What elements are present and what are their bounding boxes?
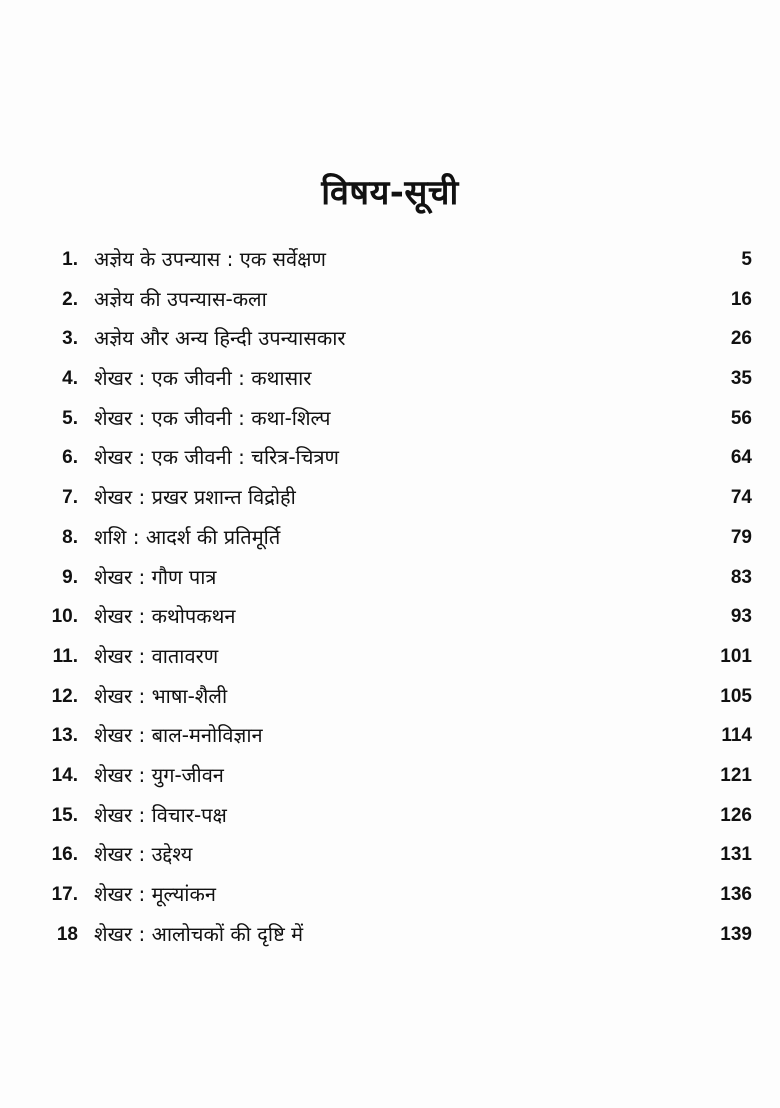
entry-page-number: 105 xyxy=(720,685,752,707)
toc-entry-9 xyxy=(40,558,752,598)
entry-number: 7. xyxy=(62,487,78,509)
entry-page-number: 136 xyxy=(720,884,752,905)
entry-title: शेखर : मूल्यांकन xyxy=(94,882,216,906)
entry-page-number: 16 xyxy=(730,288,752,310)
toc-entry-13 xyxy=(40,716,752,756)
entry-number: 2. xyxy=(62,288,78,310)
entry-number: 10. xyxy=(51,606,78,628)
toc-entry-12 xyxy=(40,677,752,717)
entry-page-number: 56 xyxy=(730,407,752,429)
entry-number: 11. xyxy=(52,645,78,667)
toc-entry-6 xyxy=(40,438,752,478)
toc-entry-1 xyxy=(40,240,752,280)
entry-number: 15. xyxy=(51,804,78,826)
entry-page-number: 35 xyxy=(730,368,752,390)
toc-entry-8 xyxy=(40,518,752,558)
toc-entry-15 xyxy=(40,796,752,836)
toc-entry-16 xyxy=(40,835,752,875)
entry-page-number: 139 xyxy=(720,923,752,945)
entry-number: 16. xyxy=(51,844,78,866)
entry-title: शेखर : उद्देश्य xyxy=(94,842,193,867)
toc-entry-18 xyxy=(40,915,752,955)
entry-number: 3. xyxy=(62,328,78,350)
entry-title: शेखर : कथोपकथन xyxy=(94,604,236,629)
entry-title: अज्ञेय और अन्य हिन्दी उपन्यासकार xyxy=(94,326,346,351)
entry-page-number: 93 xyxy=(730,606,752,628)
entry-title: शेखर : बाल-मनोविज्ञान xyxy=(94,723,263,748)
page-title: विषय-सूची xyxy=(321,173,459,213)
entry-number: 14. xyxy=(51,764,78,786)
entry-page-number: 83 xyxy=(730,566,752,588)
entry-number: 8. xyxy=(62,526,78,548)
toc-entry-7 xyxy=(40,478,752,518)
entry-title: शेखर : एक जीवनी : कथासार xyxy=(94,366,312,391)
entry-number: 6. xyxy=(62,447,78,469)
entry-number: 1. xyxy=(62,249,78,270)
entry-number: 4. xyxy=(62,368,78,390)
toc-entry-4 xyxy=(40,359,752,399)
entry-title: शेखर : युग-जीवन xyxy=(94,762,224,787)
entry-title: शेखर : गौण पात्र xyxy=(94,564,217,589)
entry-title: अज्ञेय के उपन्यास : एक सर्वेक्षण xyxy=(94,247,326,271)
entry-number: 17. xyxy=(51,884,78,905)
entry-title: शेखर : भाषा-शैली xyxy=(94,683,228,708)
entry-title: शेखर : वातावरण xyxy=(94,643,219,668)
entry-page-number: 126 xyxy=(720,804,752,826)
entry-page-number: 64 xyxy=(730,447,752,469)
entry-page-number: 26 xyxy=(730,328,752,350)
entry-page-number: 114 xyxy=(721,725,752,747)
toc-entry-17 xyxy=(40,875,752,915)
entry-title: शेखर : आलोचकों की दृष्टि में xyxy=(94,921,304,946)
entry-page-number: 5 xyxy=(741,249,752,270)
entry-title: शेखर : एक जीवनी : चरित्र-चित्रण xyxy=(94,445,339,470)
entry-title: शेखर : विचार-पक्ष xyxy=(94,802,227,827)
entry-number: 13. xyxy=(51,725,78,747)
entry-title: शशि : आदर्श की प्रतिमूर्ति xyxy=(94,524,281,549)
entry-number: 18 xyxy=(56,923,78,945)
toc-entry-3 xyxy=(40,319,752,359)
entry-page-number: 131 xyxy=(720,844,752,866)
entry-page-number: 79 xyxy=(730,526,752,548)
entry-page-number: 74 xyxy=(730,487,752,509)
entry-number: 12. xyxy=(51,685,78,707)
entry-title: अज्ञेय की उपन्यास-कला xyxy=(94,286,267,311)
entry-number: 5. xyxy=(62,407,78,429)
entry-title: शेखर : एक जीवनी : कथा-शिल्प xyxy=(94,405,331,430)
entry-number: 9. xyxy=(62,566,78,588)
entry-title: शेखर : प्रखर प्रशान्त विद्रोही xyxy=(94,485,296,510)
toc-entry-10 xyxy=(40,597,752,637)
toc-entry-11 xyxy=(40,637,752,677)
entry-page-number: 101 xyxy=(720,645,752,667)
toc-entry-2 xyxy=(40,280,752,320)
toc-entry-5 xyxy=(40,399,752,439)
toc-entry-14 xyxy=(40,756,752,796)
table-of-contents xyxy=(40,240,752,954)
entry-page-number: 121 xyxy=(720,764,752,786)
